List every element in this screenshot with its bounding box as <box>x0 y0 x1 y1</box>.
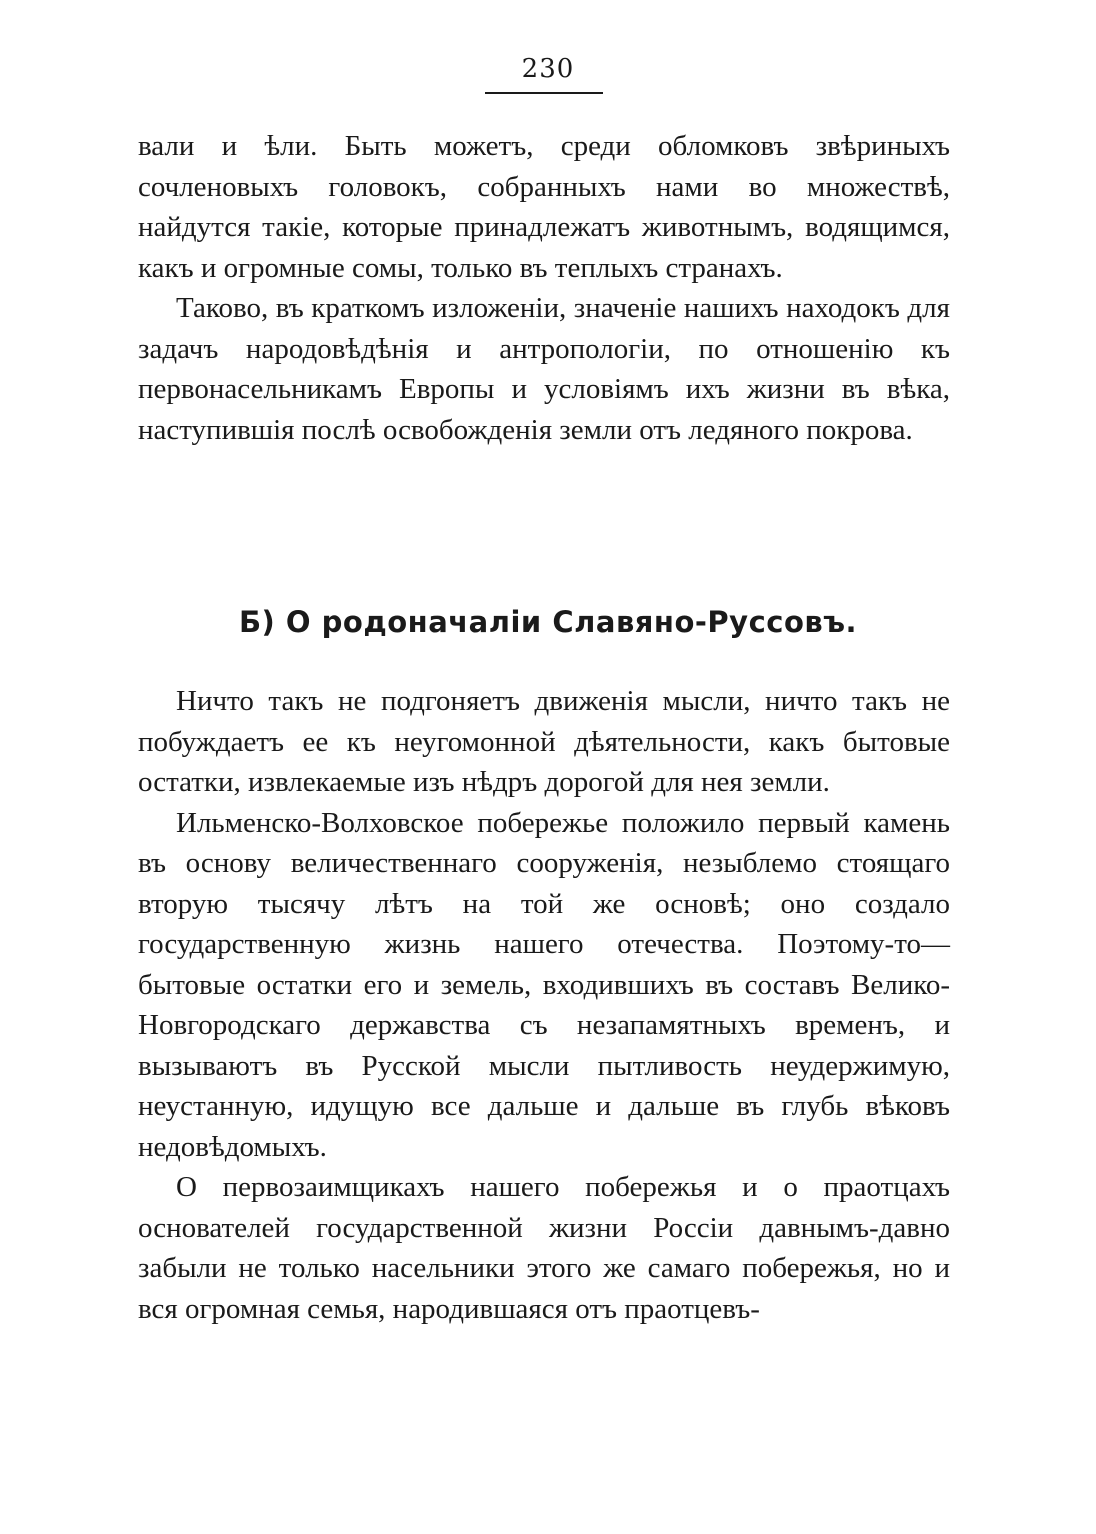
paragraph: Ничто такъ не подгоняетъ движенія мысли, ничто такъ не побуждаетъ ее къ неугомонной дѣятельности, какъ бытовые остатки, извлекаемые изъ нѣдръ дорогой для нея земли. <box>138 685 950 798</box>
paragraph: Таково, въ краткомъ изложеніи, значеніе нашихъ находокъ для задачъ народовѣдѣнія и антропологіи, по отношенію къ первонасельникамъ Европы и условіямъ ихъ жизни въ вѣка, наступившія послѣ освобожденія земли отъ ледяного покрова. <box>138 292 950 446</box>
paragraph: О первозаимщикахъ нашего побережья и о праотцахъ основателей государственной жизни Россіи давнымъ-давно забыли не только насельники этого же самаго побережья, но и вся огромная семья, народившаяся отъ праотцевъ- <box>138 1171 950 1325</box>
paragraph: Ильменско-Волховское побережье положило первый камень въ основу величественнаго сооруженія, незыблемо стоящаго вторую тысячу лѣтъ на той же основѣ; оно создало государственную жизнь нашего отечества. Поэтому-то—бытовые остатки его и земель, входившихъ въ составъ Велико-Новгородскаго державства съ незапамятныхъ временъ, и вызываютъ въ Русской мысли пытливость неудержимую, неустанную, идущую все дальше и дальше въ глубь вѣковъ недовѣдомыхъ. <box>138 806 950 1163</box>
paragraph: вали и ѣли. Быть можетъ, среди обломковъ звѣриныхъ сочленовыхъ головокъ, собранныхъ нами во множествѣ, найдутся такіе, которые принадлежатъ животнымъ, водящимся, какъ и огромные сомы, только въ теплыхъ странахъ. <box>138 130 950 284</box>
body-text-bottom <box>138 681 950 1329</box>
page-number-rule <box>485 92 603 94</box>
page-number: 230 <box>521 54 575 84</box>
section-heading: Б) О родоначаліи Славяно-Руссовъ. <box>238 605 858 639</box>
body-text-top <box>138 126 950 450</box>
